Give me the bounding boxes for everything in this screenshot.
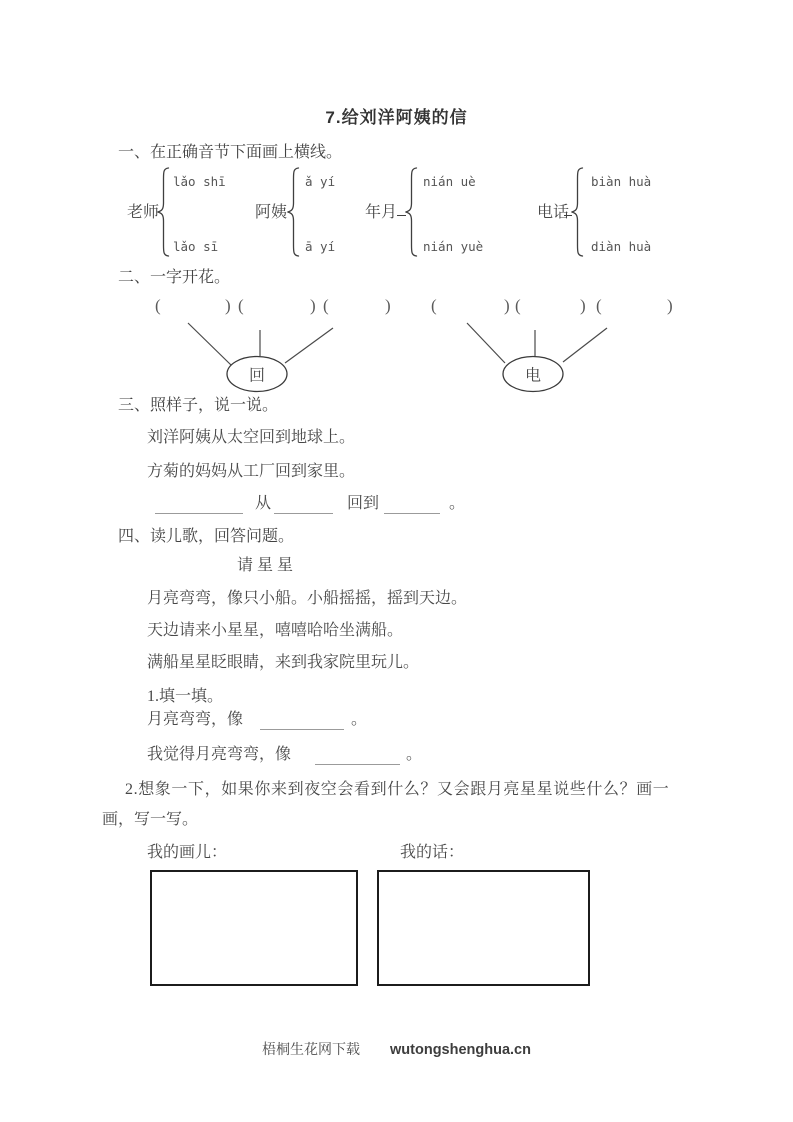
fill-word-from: 从 [255,495,272,512]
drawing-answer-box [150,870,358,986]
pinyin-option-bottom: lǎo sī [173,239,219,254]
pinyin-option-top: lǎo shī [173,174,226,189]
footer [0,1039,793,1059]
blank-paren-close: ) [667,296,673,315]
brace-icon [570,167,584,257]
brace-icon [404,167,418,257]
footer-site-url: wutongshenghua.cn [390,1042,531,1058]
blank-paren-close: ) [225,296,231,315]
fill-blank-underline [274,495,333,514]
blank-paren-open: ( [155,296,161,315]
section-4-heading: 四、读儿歌，回答问题。 [118,528,295,545]
q1-fill-prefix: 我觉得月亮弯弯，像 [147,746,292,763]
blank-paren-open: ( [431,296,437,315]
blank-paren-close: ) [580,296,586,315]
blank-paren-open: ( [515,296,521,315]
my-drawing-label: 我的画儿： [147,844,228,861]
fill-word-return: 回到 [347,495,380,512]
poem-line: 满船星星眨眼睛，来到我家院里玩儿。 [147,654,420,671]
flower-diagram [150,316,400,400]
brace-icon [156,167,170,257]
word-label: 老师 [127,204,160,221]
q1-fill-period: 。 [351,711,368,728]
poem-title: 请 星 星 [237,557,294,574]
word-label: 电话 [537,204,570,221]
pinyin-option-bottom: nián yuè [423,239,484,254]
poem-line: 天边请来小星星，嘻嘻哈哈坐满船。 [147,622,404,639]
footer-site-name: 梧桐生花网下载 [262,1043,361,1058]
brace-icon [286,167,300,257]
fill-blank-underline [315,746,400,765]
fill-blank-underline [384,495,440,514]
pinyin-option-top: nián uè [423,174,476,189]
word-label: 年月 [365,204,398,221]
blank-paren-close: ) [310,296,316,315]
fill-blank-underline [260,711,344,730]
section-1-heading: 一、在正确音节下面画上横线。 [118,144,343,161]
example-sentence: 方菊的妈妈从工厂回到家里。 [147,463,356,480]
pinyin-option-bottom: ā yí [305,239,336,254]
q1-fill-period: 。 [406,746,423,763]
fill-period: 。 [449,495,466,512]
my-words-label: 我的话： [400,844,465,861]
section-3-heading: 三、照样子，说一说。 [118,397,279,414]
question-2-line-2: 画，写一写。 [102,811,199,828]
example-sentence: 刘洋阿姨从太空回到地球上。 [147,429,356,446]
question-2-line-1: 2.想象一下，如果你来到夜空会看到什么？又会跟月亮星星说些什么？画一 [125,781,670,798]
pinyin-option-top: biàn huà [591,174,652,189]
flower-center-char: 回 [248,367,266,385]
blank-paren-close: ) [504,296,510,315]
word-label: 阿姨 [255,204,288,221]
flower-center-char: 电 [524,367,542,385]
question-1-label: 1.填一填。 [147,688,224,705]
words-answer-box [377,870,590,986]
blank-paren-open: ( [596,296,602,315]
fill-blank-underline [155,495,243,514]
poem-line: 月亮弯弯，像只小船。小船摇摇，摇到天边。 [147,590,468,607]
blank-paren-open: ( [323,296,329,315]
pinyin-option-bottom: diàn huà [591,239,652,254]
blank-paren-open: ( [238,296,244,315]
pinyin-option-top: ǎ yí [305,174,336,189]
q1-fill-prefix: 月亮弯弯，像 [147,711,244,728]
blank-paren-close: ) [385,296,391,315]
page-title: 7.给刘洋阿姨的信 [325,108,468,127]
section-2-heading: 二、一字开花。 [118,269,231,286]
flower-diagram [425,316,675,400]
